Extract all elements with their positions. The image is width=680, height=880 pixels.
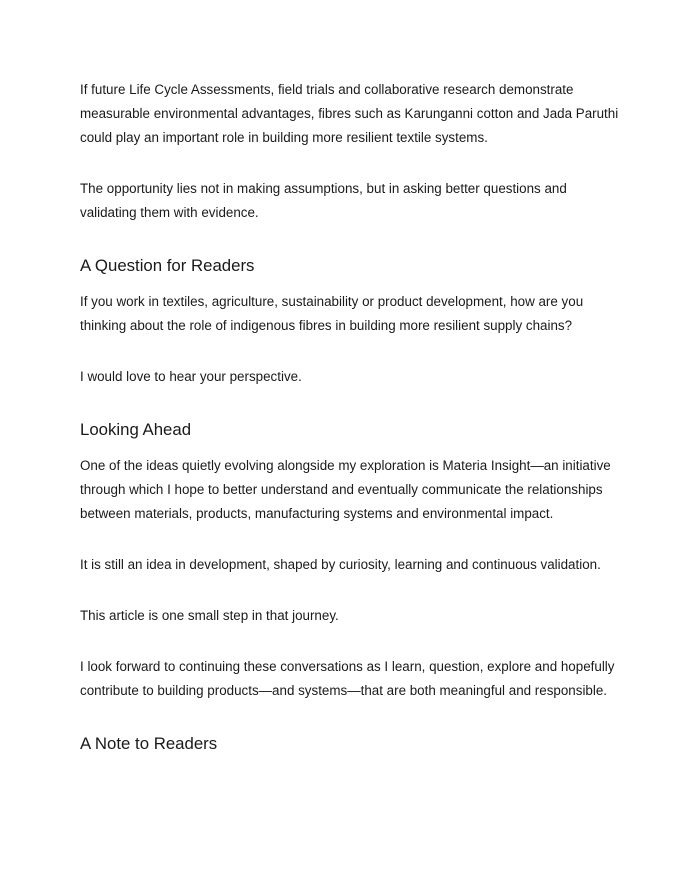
heading-note-to-readers: A Note to Readers [80,734,218,753]
materia-insight-paragraph: One of the ideas quietly evolving alongside my exploration is Materia Insight—an initiative through which I hope to better understand and eventually communicate the relationships between materials, products, manufacturing systems and environmental impact. [80,458,611,521]
small-step-paragraph: This article is one small step in that journey. [80,608,339,623]
look-forward-paragraph: I look forward to continuing these conversations as I learn, question, explore and hopefully contribute to building products—and systems—that are both meaningful and responsible. [80,659,615,698]
perspective-paragraph: I would love to hear your perspective. [80,369,302,384]
article-body [80,78,620,756]
intro-paragraph-opportunity: The opportunity lies not in making assumptions, but in asking better questions and validating them with evidence. [80,181,567,220]
heading-question-for-readers: A Question for Readers [80,256,255,275]
intro-paragraph-lca: If future Life Cycle Assessments, field trials and collaborative research demonstrate measurable environmental advantages, fibres such as Karunganni cotton and Jada Paruthi could play an important role in building more resilient textile systems. [80,82,619,145]
question-paragraph: If you work in textiles, agriculture, sustainability or product development, how are you thinking about the role of indigenous fibres in building more resilient supply chains? [80,294,584,333]
heading-looking-ahead: Looking Ahead [80,420,192,439]
idea-development-paragraph: It is still an idea in development, shaped by curiosity, learning and continuous validation. [80,557,601,572]
